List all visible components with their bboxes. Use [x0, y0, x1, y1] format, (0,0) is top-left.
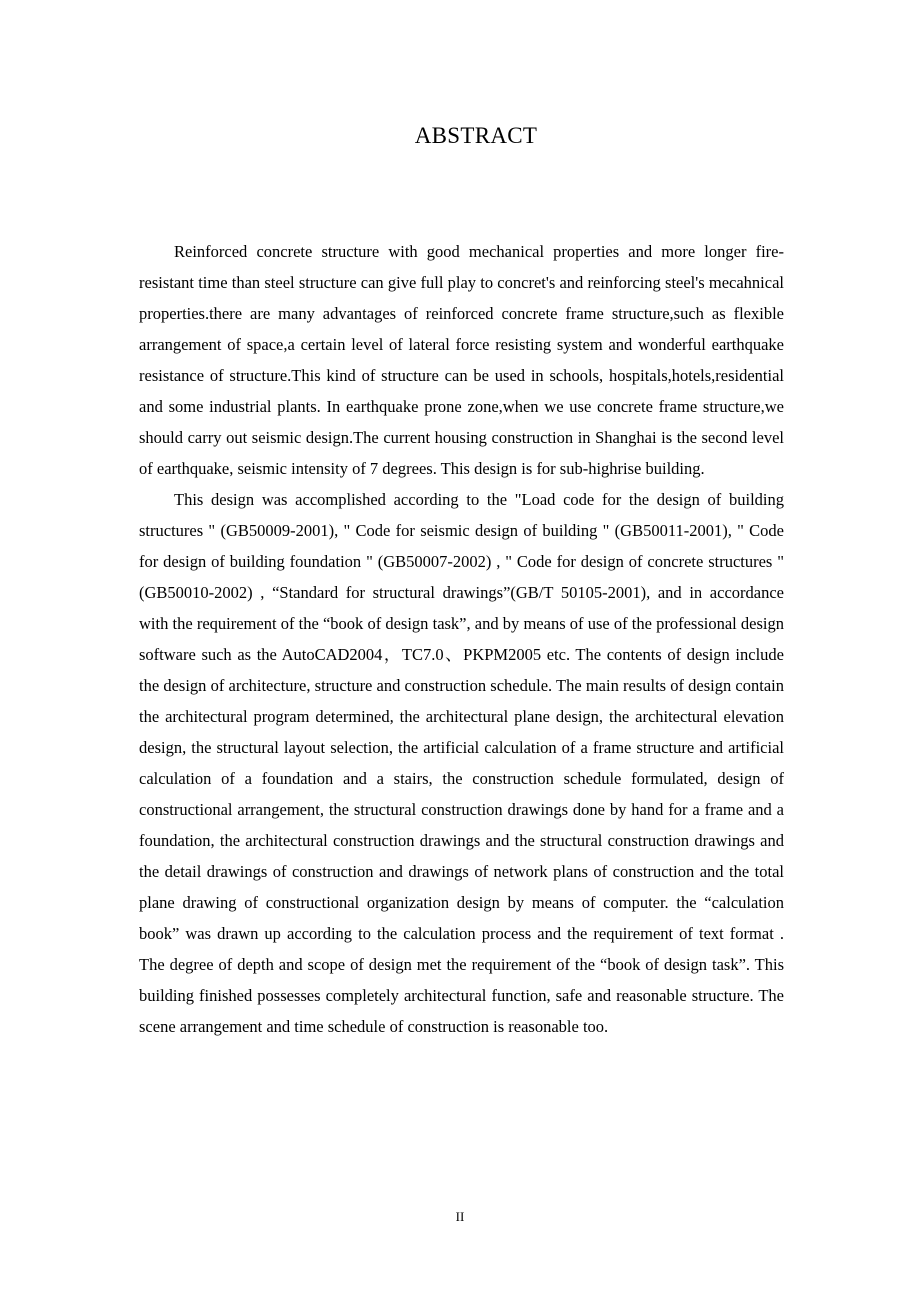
abstract-body: [139, 236, 784, 1042]
page-number: II: [455, 1209, 465, 1224]
abstract-paragraph-2: This design was accomplished according to the "Load code for the design of building structures " (GB50009-2001), " Code for seismic design of building " (GB50011-2001), " Code for design of building foundation " (GB50007-2002) , " Code for design of concrete structures " (GB50010-2002) , “Standard for structural drawings”(GB/T 50105-2001), and in accordance with the requirement of the “book of design task”, and by means of use of the professional design software such as the AutoCAD2004，TC7.0、PKPM2005 etc. The contents of design include the design of architecture, structure and construction schedule. The main results of design contain the architectural program determined, the architectural plane design, the architectural elevation design, the structural layout selection, the artificial calculation of a frame structure and artificial calculation of a foundation and a stairs, the construction schedule formulated, design of constructional arrangement, the structural construction drawings done by hand for a frame and a foundation, the architectural construction drawings and the structural construction drawings and the detail drawings of construction and drawings of network plans of construction and the total plane drawing of constructional organization design by means of computer. the “calculation book” was drawn up according to the calculation process and the requirement of text format . The degree of depth and scope of design met the requirement of the “book of design task”. This building finished possesses completely architectural function, safe and reasonable structure. The scene arrangement and time schedule of construction is reasonable too.: [139, 490, 784, 1036]
page-title: ABSTRACT: [414, 123, 538, 148]
abstract-paragraph-1: Reinforced concrete structure with good mechanical properties and more longer fire-resistant time than steel structure can give full play to concret's and reinforcing steel's mecahnical properties.there are many advantages of reinforced concrete frame structure,such as flexible arrangement of space,a certain level of lateral force resisting system and wonderful earthquake resistance of structure.This kind of structure can be used in schools, hospitals,hotels,residential and some industrial plants. In earthquake prone zone,when we use concrete frame structure,we should carry out seismic design.The current housing construction in Shanghai is the second level of earthquake, seismic intensity of 7 degrees. This design is for sub-highrise building.: [139, 242, 784, 478]
